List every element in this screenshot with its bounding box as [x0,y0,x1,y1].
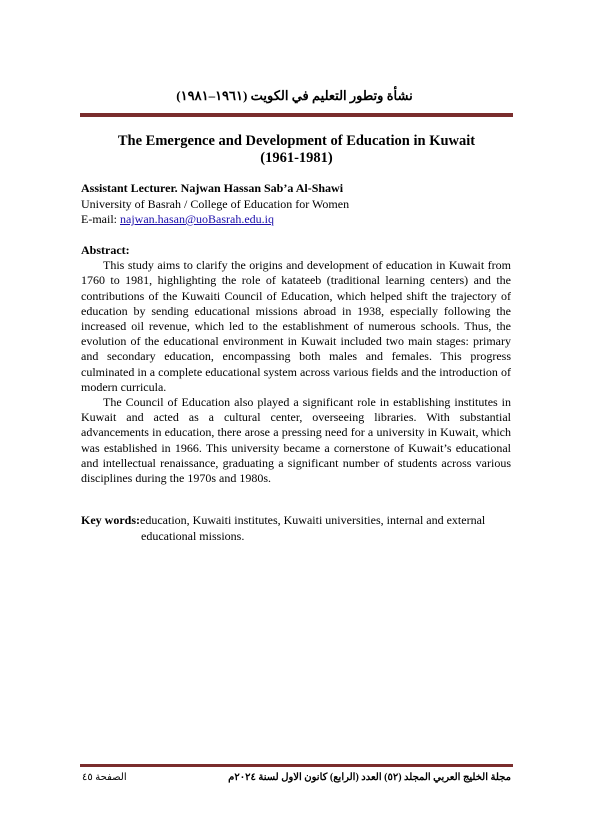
footer-rule [80,764,513,767]
footer-journal-citation: مجلة الخليج العربي المجلد (٥٢) العدد (الرابع) كانون الاول لسنة ٢٠٢٤م [228,772,511,783]
author-affiliation: University of Basrah / College of Education for Women [81,196,350,211]
footer-page-number: الصفحة ٤٥ [82,772,127,783]
running-header-title: نشأة وتطور التعليم في الكويت (١٩٦١–١٩٨١) [176,88,413,103]
keywords-section [81,513,511,544]
paper-title-line2: (1961-1981) [260,150,333,166]
keywords-label: Key words: [81,513,140,527]
author-name: Assistant Lecturer. Najwan Hassan Sab’a Al-Shawi [81,181,344,195]
email-label: E-mail: [81,212,120,226]
abstract-paragraph-1: This study aims to clarify the origins and development of education in Kuwait from 1760 to 1981, highlighting the role of katateeb (traditional learning centers) and the contributions of the Kuwaiti Council of Education, which helped shift the trajectory of education by sending educational missions abroad in 1938, especially following the increased oil revenue, which led to the establishment of numerous schools. Thus, the evolution of the educational environment in Kuwait included two main stages: primary and secondary education, encompassing both males and females. This progress culminated in a complete educational system across various fields and the introduction of modern curricula. [81,258,511,394]
abstract-paragraph-2: The Council of Education also played a significant role in establishing institutes in Kuwait and acted as a cultural center, overseeing libraries. With substantial advancements in education, there arose a pressing need for a university in Kuwait, which was established in 1966. This university became a cornerstone of Kuwait’s educational and intellectual renaissance, graduating a significant number of students across various disciplines during the 1970s and 1980s. [81,395,511,486]
email-link[interactable]: najwan.hasan@uoBasrah.edu.iq [120,212,275,226]
author-block [81,181,513,228]
author-email-line [81,212,513,228]
abstract-section [81,243,511,486]
abstract-heading: Abstract: [81,243,130,257]
paper-title-line1: The Emergence and Development of Education in Kuwait [117,133,476,149]
paper-title [80,133,513,167]
header-rule [80,113,513,117]
keywords-text: education, Kuwaiti institutes, Kuwaiti universities, internal and external educational missions. [140,513,486,543]
